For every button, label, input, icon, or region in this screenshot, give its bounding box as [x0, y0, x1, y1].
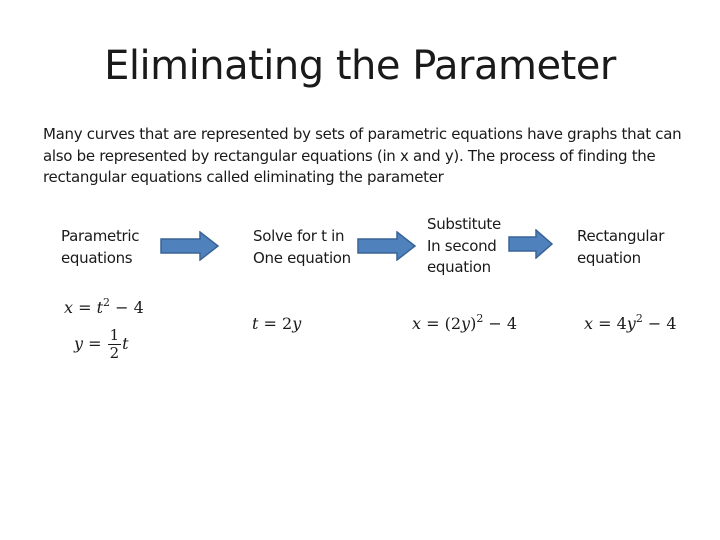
slide-title: Eliminating the Parameter	[104, 43, 616, 89]
step-parametric-label: Parametric equations	[61, 227, 140, 267]
step-rectangular-label: Rectangular equation	[577, 227, 665, 267]
substitute-equation: $x = (2y)^2 - 4$	[412, 312, 518, 333]
rectangular-equation: $x = 4y^2 - 4$	[584, 312, 677, 333]
right-arrow-icon	[357, 231, 417, 261]
parametric-x-equation: $x = t^2 - 4$	[64, 296, 144, 317]
step-substitute-label: Substitute In second equation	[427, 215, 501, 276]
intro-paragraph: Many curves that are represented by sets of parametric equations have graphs that can also be represented by rectangular equations (in x and y). The process of finding the rectangular equations called eliminating the parameter	[43, 125, 682, 186]
right-arrow-icon	[160, 231, 220, 261]
step-solve-label: Solve for t in One equation	[253, 227, 351, 267]
solve-t-equation: t = 2y	[252, 314, 302, 333]
parametric-y-equation: y = $\frac{1}{2}$ t	[74, 326, 129, 362]
right-arrow-icon	[508, 229, 554, 259]
